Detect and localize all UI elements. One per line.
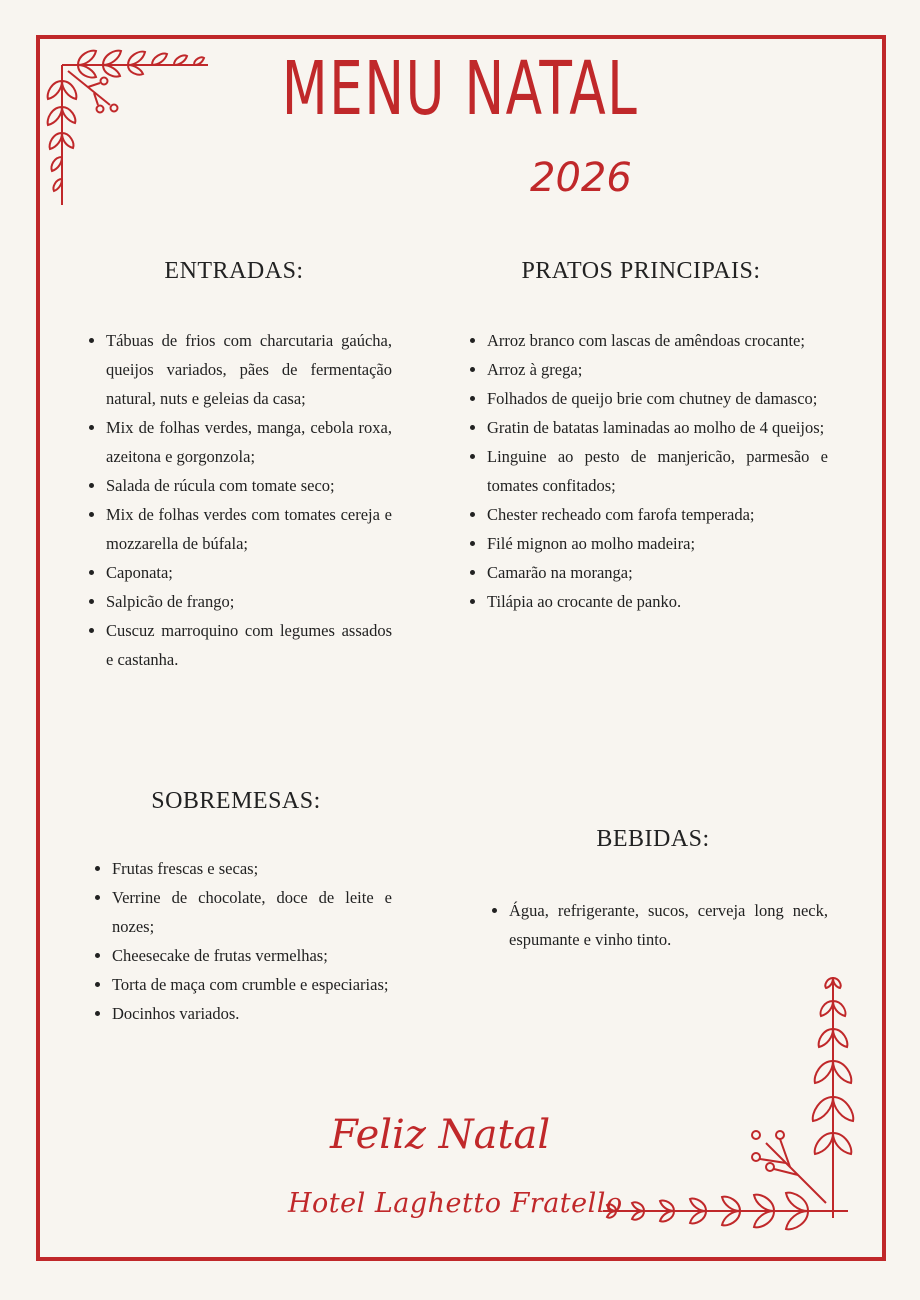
list-pratos-principais	[467, 326, 828, 616]
list-item: • Mix de folhas verdes, manga, cebola roxa, azeitona e gorgonzola;	[106, 413, 392, 471]
list-item: • Folhados de queijo brie com chutney de damasco;	[487, 384, 828, 413]
section-heading-entradas: ENTRADAS:	[164, 258, 304, 284]
list-bebidas	[489, 896, 828, 954]
menu-year: 2026	[530, 155, 632, 201]
list-item: • Arroz branco com lascas de amêndoas crocante;	[487, 326, 828, 355]
list-item: • Cheesecake de frutas vermelhas;	[112, 941, 392, 970]
list-item: • Frutas frescas e secas;	[112, 854, 392, 883]
list-item: • Arroz à grega;	[487, 355, 828, 384]
section-heading-pratos-principais: PRATOS PRINCIPAIS:	[521, 258, 761, 284]
list-sobremesas	[92, 854, 392, 1028]
list-item: • Mix de folhas verdes com tomates cereja e mozzarella de búfala;	[106, 500, 392, 558]
list-item: • Camarão na moranga;	[487, 558, 828, 587]
list-item: • Cuscuz marroquino com legumes assados e castanha.	[106, 616, 392, 674]
list-item: • Verrine de chocolate, doce de leite e nozes;	[112, 883, 392, 941]
list-item: • Gratin de batatas laminadas ao molho de 4 queijos;	[487, 413, 828, 442]
section-heading-sobremesas: SOBREMESAS:	[151, 788, 321, 814]
list-item: • Tilápia ao crocante de panko.	[487, 587, 828, 616]
list-item: • Caponata;	[106, 558, 392, 587]
list-item: • Torta de maça com crumble e especiarias;	[112, 970, 392, 999]
section-heading-bebidas: BEBIDAS:	[596, 826, 710, 852]
list-item: • Chester recheado com farofa temperada;	[487, 500, 828, 529]
list-item: • Tábuas de frios com charcutaria gaúcha, queijos variados, pães de fermentação natural, nuts e geleias da casa;	[106, 326, 392, 413]
branch-ornament-bottom-right-icon	[598, 973, 863, 1238]
list-item: • Salada de rúcula com tomate seco;	[106, 471, 392, 500]
list-item: • Linguine ao pesto de manjericão, parmesão e tomates confitados;	[487, 442, 828, 500]
list-item: • Filé mignon ao molho madeira;	[487, 529, 828, 558]
list-entradas	[86, 326, 392, 674]
hotel-name: Hotel Laghetto Fratello	[288, 1188, 623, 1219]
list-item: • Salpicão de frango;	[106, 587, 392, 616]
greeting-text: Feliz Natal	[330, 1112, 551, 1158]
list-item: • Docinhos variados.	[112, 999, 392, 1028]
menu-title: MENU NATAL	[281, 46, 639, 132]
list-item: • Água, refrigerante, sucos, cerveja long neck, espumante e vinho tinto.	[509, 896, 828, 954]
